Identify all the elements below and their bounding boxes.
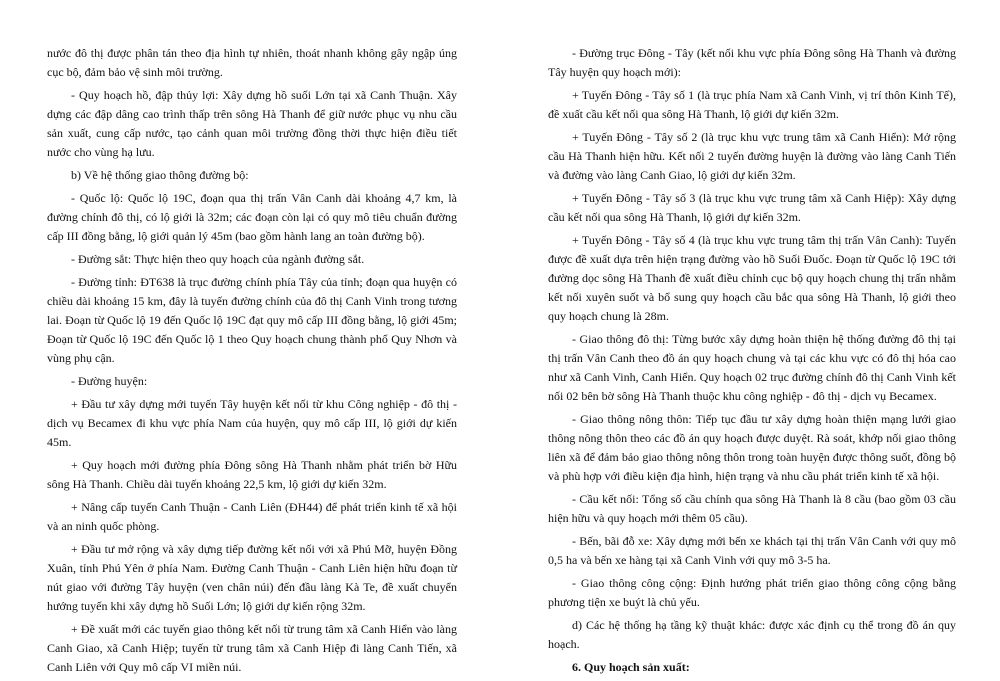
paragraph: + Tuyến Đông - Tây số 2 (là trục khu vực trung tâm xã Canh Hiển): Mở rộng cầu Hà Thanh hiện hữu. Kết nối 2 tuyến đường huyện là đường vào làng Canh Tiến và đường vào làng Canh Giao, lộ giới dự kiến 32m.	[548, 130, 956, 182]
paragraph: + Tuyến Đông - Tây số 3 (là trục khu vực trung tâm xã Canh Hiệp): Xây dựng cầu kết nối qua sông Hà Thanh, lộ giới dự kiến 32m.	[548, 191, 956, 224]
paragraph: + Đầu tư xây dựng mới tuyến Tây huyện kết nối từ khu Công nghiệp - đô thị - dịch vụ Becamex đi khu vực phía Nam của huyện, quy mô cấp III, lộ giới dự kiến 45m.	[47, 397, 457, 449]
paragraph: + Tuyến Đông - Tây số 4 (là trục khu vực trung tâm thị trấn Vân Canh): Tuyến được đề xuất dựa trên hiện trạng đường vào hồ Suối Đuốc. Đoạn từ Quốc lộ 19C tới đường dọc sông Hà Thanh đề xuất điều chỉnh cục bộ quy hoạch chung thị trấn nhằm kết nối xuyên suốt và bổ sung quy hoạch cầu bắc qua sông Hà Thanh, lộ giới theo quy hoạch chung là 28m.	[548, 233, 956, 323]
right-column	[548, 44, 956, 681]
paragraph: - Giao thông nông thôn: Tiếp tục đầu tư xây dựng hoàn thiện mạng lưới giao thông nông thôn theo các đồ án quy hoạch được duyệt. Rà soát, khớp nối giao thông liên xã để đảm bảo giao thông nông thôn trong toàn huyện được thông suốt, đồng bộ và phù hợp với điều kiện địa hình, hiện trạng và nhu cầu phát triển kinh tế xã hội.	[548, 412, 956, 483]
paragraph: - Quốc lộ: Quốc lộ 19C, đoạn qua thị trấn Vân Canh dài khoảng 4,7 km, là đường chính đô thị, có lộ giới là 32m; các đoạn còn lại có quy mô tiêu chuẩn đường cấp III đồng bằng, lộ giới quản lý 45m (bao gồm hành lang an toàn đường bộ).	[47, 191, 457, 243]
paragraph: - Giao thông công cộng: Định hướng phát triển giao thông công cộng bằng phương tiện xe buýt là chủ yếu.	[548, 576, 956, 609]
paragraph: + Đầu tư mở rộng và xây dựng tiếp đường kết nối với xã Phú Mỡ, huyện Đồng Xuân, tỉnh Phú Yên ở phía Nam. Đường Canh Thuận - Canh Liên hiện hữu đoạn từ nút giao với đường Tây huyện (ven chân núi) đến đầu làng Kà Te, đề xuất chuyển hướng tuyến khi xây dựng hồ Suối Lớn; lộ giới dự kiến rộng 32m.	[47, 542, 457, 613]
paragraph: - Giao thông đô thị: Từng bước xây dựng hoàn thiện hệ thống đường đô thị tại thị trấn Vân Canh theo đồ án quy hoạch chung và tại các khu vực có đô thị hóa cao như xã Canh Vinh, Canh Hiển. Quy hoạch 02 trục đường chính đô thị Canh Vinh kết nối 02 bên bờ sông Hà Thanh thuộc khu công nghiệp - đô thị - dịch vụ Becamex.	[548, 332, 956, 403]
paragraph: nước đô thị được phân tán theo địa hình tự nhiên, thoát nhanh không gây ngập úng cục bộ, đảm bảo vệ sinh môi trường.	[47, 46, 457, 79]
paragraph: + Quy hoạch mới đường phía Đông sông Hà Thanh nhằm phát triển bờ Hữu sông Hà Thanh. Chiều dài tuyến khoảng 22,5 km, lộ giới dự kiến 32m.	[47, 458, 457, 491]
paragraph: - Đường sắt: Thực hiện theo quy hoạch của ngành đường sắt.	[71, 252, 365, 266]
paragraph: + Tuyến Đông - Tây số 1 (là trục phía Nam xã Canh Vinh, vị trí thôn Kinh Tế), đề xuất cầu kết nối qua sông Hà Thanh, lộ giới dự kiến 32m.	[548, 88, 956, 121]
section-heading-production-planning: 6. Quy hoạch sản xuất:	[572, 660, 690, 674]
paragraph: - Quy hoạch hồ, đập thủy lợi: Xây dựng hồ suối Lớn tại xã Canh Thuận. Xây dựng các đập dâng cao trình thấp trên sông Hà Thanh để giữ nước phục vụ nhu cầu sản xuất, cung cấp nước, tạo cảnh quan môi trường đồng thời thực hiện điều tiết nước cho vùng hạ lưu.	[47, 88, 457, 159]
paragraph: - Đường tỉnh: ĐT638 là trục đường chính phía Tây của tỉnh; đoạn qua huyện có chiều dài khoảng 15 km, đây là tuyến đường chính của đô thị Canh Vinh trong tương lai. Đoạn từ Quốc lộ 19 đến Quốc lộ 19C đạt quy mô cấp III đồng bằng, lộ giới 45m; Đoạn từ Quốc lộ 19C đến Quốc lộ 1 theo Quy hoạch chung thành phố Quy Nhơn và vùng phụ cận.	[47, 275, 457, 365]
paragraph: d) Các hệ thống hạ tầng kỹ thuật khác: được xác định cụ thể trong đồ án quy hoạch.	[548, 618, 956, 651]
paragraph: - Đường huyện:	[71, 374, 148, 388]
left-column	[47, 44, 457, 681]
paragraph: - Cầu kết nối: Tổng số cầu chính qua sông Hà Thanh là 8 cầu (bao gồm 03 cầu hiện hữu và quy hoạch mới thêm 05 cầu).	[548, 492, 956, 525]
section-heading-road-system: b) Về hệ thống giao thông đường bộ:	[71, 168, 249, 182]
paragraph: + Nâng cấp tuyến Canh Thuận - Canh Liên (ĐH44) để phát triển kinh tế xã hội và an ninh quốc phòng.	[47, 500, 457, 533]
paragraph: + Đề xuất mới các tuyến giao thông kết nối từ trung tâm xã Canh Hiển vào làng Canh Giao, xã Canh Hiệp; tuyến từ trung tâm xã Canh Hiệp đi làng Canh Tiến, xã Canh Liên với Quy mô cấp VI miền núi.	[47, 622, 457, 674]
paragraph: - Bến, bãi đỗ xe: Xây dựng mới bến xe khách tại thị trấn Vân Canh với quy mô 0,5 ha và bến xe hàng tại xã Canh Vinh với quy mô 3-5 ha.	[548, 534, 956, 567]
paragraph: - Đường trục Đông - Tây (kết nối khu vực phía Đông sông Hà Thanh và đường Tây huyện quy hoạch mới):	[548, 46, 956, 79]
